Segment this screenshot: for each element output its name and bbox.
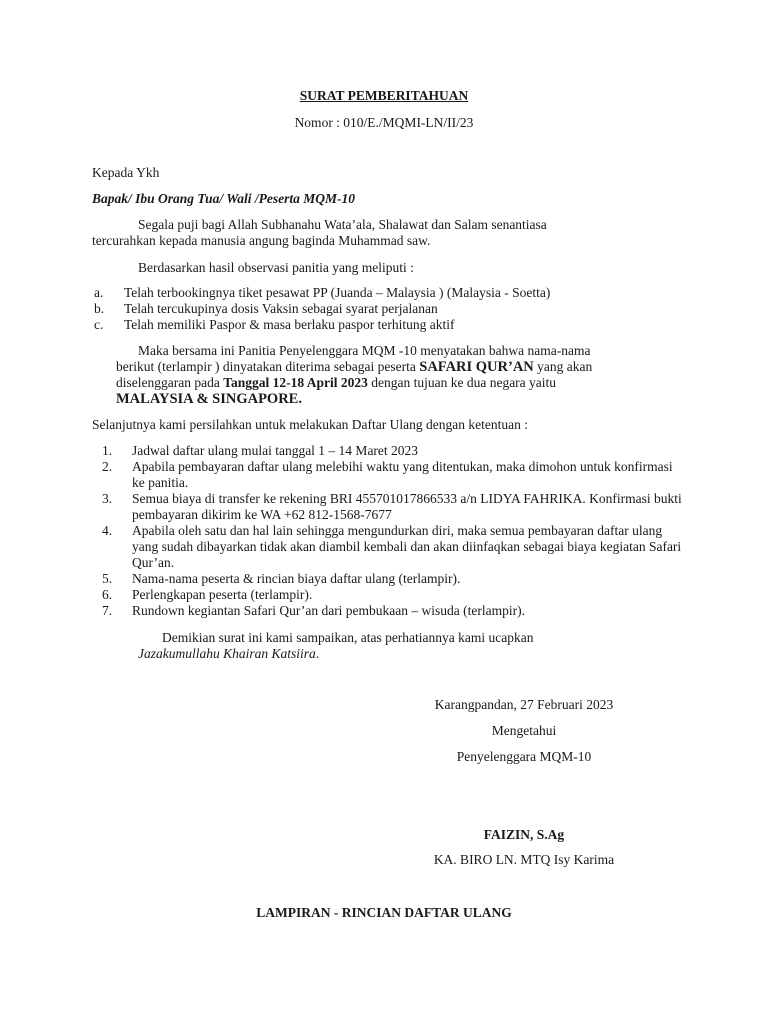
list-item (94, 301, 694, 317)
announce-line-2-start: berikut (terlampir ) dinyatakan diterima sebagai peserta (116, 359, 420, 374)
list-item-text: Telah terbookingnya tiket pesawat PP (Juanda – Malaysia ) (Malaysia - Soetta) (124, 285, 551, 300)
countries-period: . (298, 391, 302, 407)
event-date: Tanggal 12-18 April 2023 (223, 375, 368, 390)
list-marker: 6. (102, 587, 113, 602)
acknowledged-label: Mengetahui (491, 723, 557, 738)
organizer-label: Penyelenggara MQM-10 (456, 749, 592, 764)
announce-line-3 (116, 375, 556, 391)
list-item (94, 285, 694, 301)
observation-intro: Berdasarkan hasil observasi panitia yang meliputi : (138, 260, 414, 275)
list-item (102, 523, 682, 571)
list-item (102, 459, 682, 491)
list-marker: 5. (102, 571, 113, 586)
list-marker: 1. (102, 443, 113, 458)
closing-period: . (315, 646, 320, 661)
list-item-text: Telah memiliki Paspor & masa berlaku paspor terhitung aktif (124, 317, 455, 332)
list-item (102, 443, 682, 459)
attachment-title: LAMPIRAN - RINCIAN DAFTAR ULANG (256, 905, 512, 920)
registration-intro: Selanjutnya kami persilahkan untuk melakukan Daftar Ulang dengan ketentuan : (92, 417, 528, 432)
registration-rules-list (102, 443, 682, 619)
announce-line-3-end: dengan tujuan ke dua negara yaitu (367, 375, 557, 390)
list-item-text: Apabila oleh satu dan hal lain sehingga mengundurkan diri, maka semua pembayaran daftar ulang yang sudah dibayarkan tidak akan diambil kembali dan akan diinfaqkan sebagai biaya kegiatan Safari Qur’an. (132, 523, 682, 570)
signatory-position: KA. BIRO LN. MTQ Isy Karima (433, 852, 615, 867)
announce-line-3-start: diselenggaran pada (116, 375, 224, 390)
list-item (102, 603, 682, 619)
list-marker: a. (94, 285, 104, 300)
list-marker: 3. (102, 491, 113, 506)
place-date: Karangpandan, 27 Februari 2023 (434, 697, 614, 712)
closing-line-2 (138, 646, 319, 662)
closing-prayer: Jazakumullahu Khairan Katsiira (138, 646, 316, 661)
list-item (102, 571, 682, 587)
announce-line-2-end: yang akan (533, 359, 593, 374)
recipient-name: Bapak/ Ibu Orang Tua/ Wali /Peserta MQM-10 (92, 191, 356, 206)
list-marker: 4. (102, 523, 113, 538)
list-marker: 7. (102, 603, 113, 618)
list-item (102, 491, 682, 523)
announce-line-2 (116, 359, 592, 375)
observation-list (94, 285, 694, 333)
program-name: SAFARI QUR’AN (419, 359, 534, 375)
list-marker: 2. (102, 459, 113, 474)
announce-line-1: Maka bersama ini Panitia Penyelenggara MQM -10 menyatakan bahwa nama-nama (138, 343, 591, 358)
list-item (94, 317, 694, 333)
list-marker: c. (94, 317, 104, 332)
opening-line-1: Segala puji bagi Allah Subhanahu Wata’ala, Shalawat dan Salam senantiasa (138, 217, 547, 232)
list-item-text: Jadwal daftar ulang mulai tanggal 1 – 14 Maret 2023 (132, 443, 419, 458)
list-item-text: Apabila pembayaran daftar ulang melebihi waktu yang ditentukan, maka dimohon untuk konfirmasi ke panitia. (132, 459, 673, 490)
salutation: Kepada Ykh (92, 165, 160, 180)
list-marker: b. (94, 301, 105, 316)
list-item-text: Perlengkapan peserta (terlampir). (132, 587, 313, 602)
closing-line-1: Demikian surat ini kami sampaikan, atas perhatiannya kami ucapkan (162, 630, 534, 645)
letter-title: SURAT PEMBERITAHUAN (299, 88, 469, 103)
countries-text: MALAYSIA & SINGAPORE (116, 391, 299, 407)
list-item-text: Telah tercukupinya dosis Vaksin sebagai syarat perjalanan (124, 301, 438, 316)
list-item-text: Semua biaya di transfer ke rekening BRI 455701017866533 a/n LIDYA FAHRIKA. Konfirmasi bukti pembayaran dikirim ke WA +62 812-1568-7677 (132, 491, 682, 522)
destination-countries (116, 391, 302, 407)
letter-number: Nomor : 010/E./MQMI-LN/II/23 (294, 115, 474, 130)
list-item (102, 587, 682, 603)
signatory-name: FAIZIN, S.Ag (483, 827, 565, 842)
list-item-text: Nama-nama peserta & rincian biaya daftar ulang (terlampir). (132, 571, 461, 586)
opening-line-2: tercurahkan kepada manusia angung baginda Muhammad saw. (92, 233, 431, 248)
list-item-text: Rundown kegiantan Safari Qur’an dari pembukaan – wisuda (terlampir). (132, 603, 526, 618)
